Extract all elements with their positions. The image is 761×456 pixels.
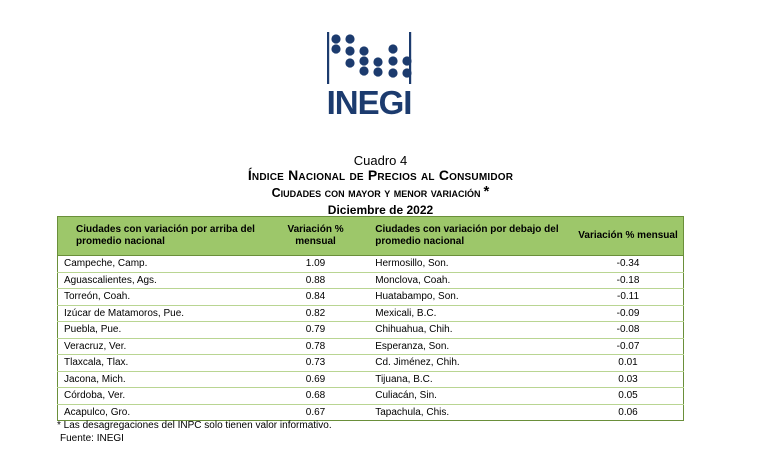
above-city: Aguascalientes, Ags. — [58, 272, 276, 289]
above-city: Acapulco, Gro. — [58, 404, 276, 421]
table-row — [58, 388, 684, 405]
below-value: 0.03 — [573, 371, 683, 388]
below-value: 0.05 — [573, 388, 683, 405]
above-value: 0.82 — [276, 305, 355, 322]
report-subtitle — [0, 183, 761, 203]
above-value: 0.84 — [276, 289, 355, 306]
below-value: -0.11 — [573, 289, 683, 306]
below-city: Mexicali, B.C. — [355, 305, 573, 322]
variation-table — [57, 216, 684, 421]
below-city: Chihuahua, Chih. — [355, 322, 573, 339]
below-city: Esperanza, Son. — [355, 338, 573, 355]
table-row — [58, 272, 684, 289]
table-row — [58, 322, 684, 339]
above-value: 0.88 — [276, 272, 355, 289]
table-row — [58, 289, 684, 306]
footnote: * Las desagregaciones del INPC solo tienen valor informativo. — [57, 420, 332, 431]
below-value: 0.06 — [573, 404, 683, 421]
table-row — [58, 338, 684, 355]
below-city: Tijuana, B.C. — [355, 371, 573, 388]
cuadro-label: Cuadro 4 — [353, 153, 408, 168]
header-below-variation: Variación % mensual — [578, 230, 678, 241]
table-row — [58, 404, 684, 421]
below-city: Tapachula, Chis. — [355, 404, 573, 421]
header-below-cities: Ciudades con variación por debajo del promedio nacional — [375, 224, 559, 247]
above-city: Tlaxcala, Tlax. — [58, 355, 276, 372]
above-city: Córdoba, Ver. — [58, 388, 276, 405]
above-value: 0.69 — [276, 371, 355, 388]
above-value: 1.09 — [276, 256, 355, 273]
above-city: Puebla, Pue. — [58, 322, 276, 339]
header-above-cities: Ciudades con variación por arriba del promedio nacional — [76, 224, 255, 247]
above-value: 0.73 — [276, 355, 355, 372]
below-city: Culiacán, Sin. — [355, 388, 573, 405]
inegi-logo — [323, 32, 415, 122]
report-date: Diciembre de 2022 — [327, 203, 434, 217]
above-city: Izúcar de Matamoros, Pue. — [58, 305, 276, 322]
source-note: Fuente: INEGI — [60, 433, 124, 444]
above-value: 0.79 — [276, 322, 355, 339]
below-city: Huatabampo, Son. — [355, 289, 573, 306]
table-row — [58, 355, 684, 372]
subtitle-text: Ciudades con mayor y menor variación — [271, 186, 481, 200]
table-header-row — [58, 217, 684, 256]
above-value: 0.68 — [276, 388, 355, 405]
below-city: Monclova, Coah. — [355, 272, 573, 289]
above-city: Veracruz, Ver. — [58, 338, 276, 355]
above-city: Torreón, Coah. — [58, 289, 276, 306]
below-value: -0.07 — [573, 338, 683, 355]
above-city: Campeche, Camp. — [58, 256, 276, 273]
above-city: Jacona, Mich. — [58, 371, 276, 388]
table-row — [58, 371, 684, 388]
below-value: 0.01 — [573, 355, 683, 372]
logo-wordmark: INEGI — [326, 84, 412, 121]
below-value: -0.08 — [573, 322, 683, 339]
table-row — [58, 256, 684, 273]
table-row — [58, 305, 684, 322]
below-city: Cd. Jiménez, Chih. — [355, 355, 573, 372]
subtitle-asterisk: * — [483, 183, 490, 200]
above-value: 0.78 — [276, 338, 355, 355]
header-above-variation: Variación % mensual — [287, 224, 344, 247]
report-title: Índice Nacional de Precios al Consumidor — [247, 167, 514, 183]
below-value: -0.34 — [573, 256, 683, 273]
below-value: -0.09 — [573, 305, 683, 322]
below-city: Hermosillo, Son. — [355, 256, 573, 273]
above-value: 0.67 — [276, 404, 355, 421]
inegi-dots-icon — [323, 32, 415, 88]
below-value: -0.18 — [573, 272, 683, 289]
